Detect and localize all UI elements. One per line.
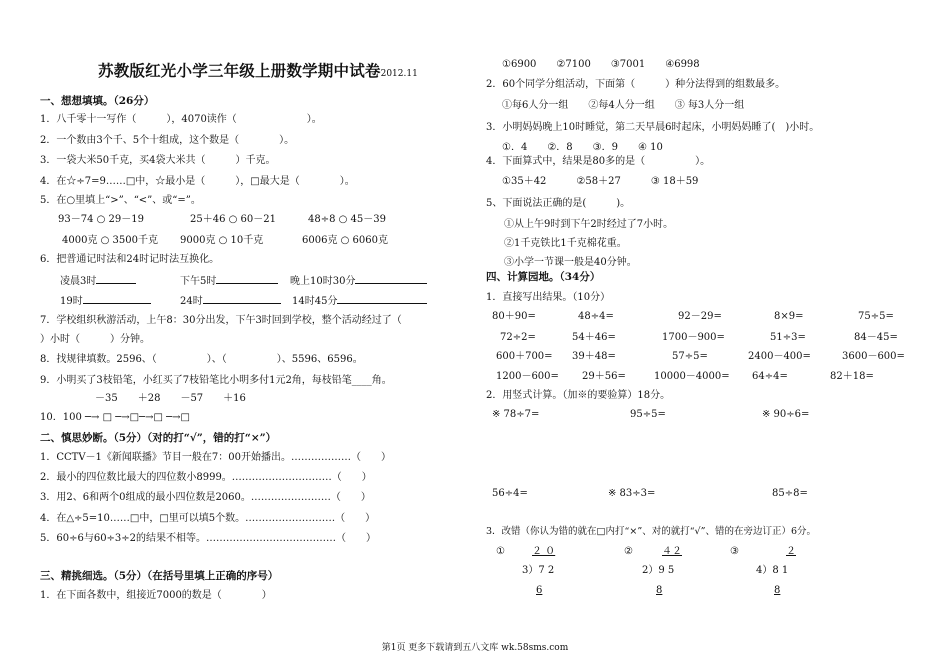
calc-cell: 54＋46= <box>572 332 616 343</box>
calc-cell: 64÷4= <box>752 371 788 382</box>
vertical-calc: ※ 83÷3= <box>608 488 656 499</box>
s4-p3: 3．改错（你认为错的就在□内打“×”、对的就打“√”、错的在旁边订正）6分。 <box>486 526 817 537</box>
calc-cell: 1700－900= <box>662 332 725 343</box>
s2-item-2: 2．最小的四位数比最大的四位数小8999。…………………………（ ） <box>40 472 372 483</box>
page-title <box>98 61 418 81</box>
vertical-calc: ※ 90÷6= <box>762 409 810 420</box>
vertical-calc: 56÷4= <box>492 488 528 499</box>
correction-label: ③ <box>730 546 739 557</box>
answer-blank <box>83 293 151 304</box>
vertical-calc: 95÷5= <box>630 409 666 420</box>
correction-division: 3）7 2 <box>522 565 555 576</box>
calc-cell: 57÷5= <box>672 351 708 362</box>
s4-p2: 2．用竖式计算。（加※的要验算）18分。 <box>486 390 671 401</box>
title-text: 苏教版红光小学三年级上册数学期中试卷 <box>98 61 381 80</box>
answer-blank <box>96 273 136 284</box>
s1-q6-row1-c: 晚上10时30分 <box>290 273 427 289</box>
answer-blank <box>355 273 427 284</box>
section-2-heading: 二、慎思妙断。（5分）（对的打“√”，错的打“×”） <box>40 432 277 444</box>
s1-q6-row1-b: 下午5时 <box>180 273 278 289</box>
s3-q1-options: ①6900 ②7100 ③7001 ④6998 <box>502 59 700 70</box>
page-footer: 第1页 更多下载请到五八文库 wk.58sms.com <box>381 643 569 653</box>
exam-date: 2012.11 <box>380 69 418 79</box>
answer-blank <box>337 293 427 304</box>
s1-q5-row2-b: 9000克 ○ 10千克 <box>180 235 264 246</box>
correction-quotient: ２ ０ <box>532 546 556 557</box>
answer-blank <box>203 293 281 304</box>
vertical-calc: ※ 78÷7= <box>492 409 540 420</box>
calc-cell: 10000－4000= <box>654 371 730 382</box>
s1-q10-operations: －35 ＋28 －57 ＋16 <box>95 393 246 404</box>
correction-remainder: 8 <box>774 585 781 596</box>
s2-item-3: 3．用2、6和两个0组成的最小四位数是2060。……………………（ ） <box>40 492 371 503</box>
s1-q6-row2-b: 24时 <box>180 293 281 309</box>
correction-label: ② <box>624 546 633 557</box>
section-1-heading: 一、想想填填。（26分） <box>40 95 155 107</box>
calc-cell: 600＋700= <box>496 351 553 362</box>
s1-q5: 5．在○里填上“>”、“<”、或“=”。 <box>40 195 201 206</box>
answer-blank <box>216 273 278 284</box>
s1-q5-row1-b: 25＋46 ○ 60－21 <box>190 214 276 225</box>
s1-q5-row2-c: 6006克 ○ 6060克 <box>302 235 388 246</box>
s1-q10: 10．100 ─→ □ ─→□─→□ ─→□ <box>40 412 190 423</box>
s3-q4-options: ①35＋42 ②58＋27 ③ 18＋59 <box>502 176 699 187</box>
calc-cell: 48÷4= <box>578 311 614 322</box>
s1-q4: 4．在☆÷7=9……□中，☆最小是（ ），□最大是（ ）。 <box>40 176 355 187</box>
s1-q6: 6．把普通记时法和24时记时法互换化。 <box>40 254 220 265</box>
calc-cell: 29＋56= <box>582 371 626 382</box>
calc-cell: 82＋18= <box>830 371 874 382</box>
s4-p1: 1．直接写出结果。（10分） <box>486 292 611 303</box>
correction-remainder: 6 <box>536 585 543 596</box>
calc-cell: 51÷3= <box>770 332 806 343</box>
correction-division: 4）8 1 <box>756 565 789 576</box>
calc-cell: 8×9= <box>774 311 804 322</box>
s1-q3: 3．一袋大米50千克，买4袋大米共（ ）千克。 <box>40 155 276 166</box>
correction-quotient: ４２ <box>662 546 682 557</box>
s3-q3: 3．小明妈妈晚上10时睡觉，第二天早晨6时起床，小明妈妈睡了( )小时。 <box>486 122 820 133</box>
correction-quotient: ２ <box>786 546 796 557</box>
s3-q5-a: ①从上午9时到下午2时经过了7小时。 <box>504 219 674 230</box>
s1-q5-row1-c: 48÷8 ○ 45－39 <box>308 214 386 225</box>
s1-q6-row2-a: 19时 <box>60 293 151 309</box>
s1-q7: 7．学校组织秋游活动，上午8：30分出发，下午3时回到学校，整个活动经过了（ <box>40 315 402 326</box>
vertical-calc: 85÷8= <box>772 488 808 499</box>
s3-q3-options: ①．4 ②．8 ③．9 ④ 10 <box>502 142 663 153</box>
section-4-heading: 四、计算园地。（34分） <box>486 271 601 283</box>
s1-q5-row1-a: 93－74 ○ 29－19 <box>58 214 144 225</box>
calc-cell: 2400－400= <box>748 351 811 362</box>
s1-q6-row2-c: 14时45分 <box>292 293 427 309</box>
s1-q9: 9．小明买了3枝铅笔，小红买了7枝铅笔比小明多付1元2角，每枝铅笔____角。 <box>40 375 392 386</box>
s3-q1: 1．在下面各数中，组接近7000的数是（ ） <box>40 590 272 601</box>
correction-remainder: 8 <box>656 585 663 596</box>
calc-cell: 72÷2= <box>500 332 536 343</box>
correction-division: 2）9 5 <box>642 565 675 576</box>
s3-q4: 4．下面算式中，结果是80多的是（ ）。 <box>486 156 711 167</box>
calc-cell: 92－29= <box>678 311 722 322</box>
calc-cell: 80＋90= <box>492 311 536 322</box>
s3-q5: 5、下面说法正确的是( )。 <box>486 198 631 209</box>
s2-item-1: 1．CCTV－1《新闻联播》节目一般在7：00开始播出。………………（ ） <box>40 452 392 463</box>
calc-cell: 75÷5= <box>858 311 894 322</box>
s1-q6-row1-a: 凌晨3时 <box>60 273 136 289</box>
s2-item-5: 5．60÷6与60÷3÷2的结果不相等。…………………………………（ ） <box>40 533 377 544</box>
s1-q5-row2-a: 4000克 ○ 3500千克 <box>62 235 158 246</box>
s3-q2: 2．60个同学分组活动，下面第（ ）种分法得到的组数最多。 <box>486 79 786 90</box>
calc-cell: 39＋48= <box>572 351 616 362</box>
s3-q5-b: ②1千克铁比1千克棉花重。 <box>504 238 627 249</box>
s3-q2-options: ①每6人分一组 ②每4人分一组 ③ 每3人分一组 <box>502 100 745 111</box>
s2-item-4: 4．在△÷5=10……□中，□里可以填5个数。………………………（ ） <box>40 513 376 524</box>
s1-q2: 2．一个数由3个千、5个十组成，这个数是（ ）。 <box>40 135 295 146</box>
calc-cell: 84－45= <box>854 332 898 343</box>
correction-label: ① <box>496 546 505 557</box>
calc-cell: 3600－600= <box>842 351 905 362</box>
section-3-heading: 三、精挑细选。（5分）（在括号里填上正确的序号） <box>40 570 279 582</box>
s3-q5-c: ③小学一节课一般是40分钟。 <box>504 257 637 268</box>
s1-q7-cont: ）小时（ ）分钟。 <box>40 334 150 345</box>
calc-cell: 1200－600= <box>496 371 559 382</box>
s1-q1: 1．八千零十一写作（ ），4070读作（ ）。 <box>40 114 322 125</box>
s1-q8: 8．找规律填数。2596、（ ）、（ ）、5596、6596。 <box>40 354 363 365</box>
